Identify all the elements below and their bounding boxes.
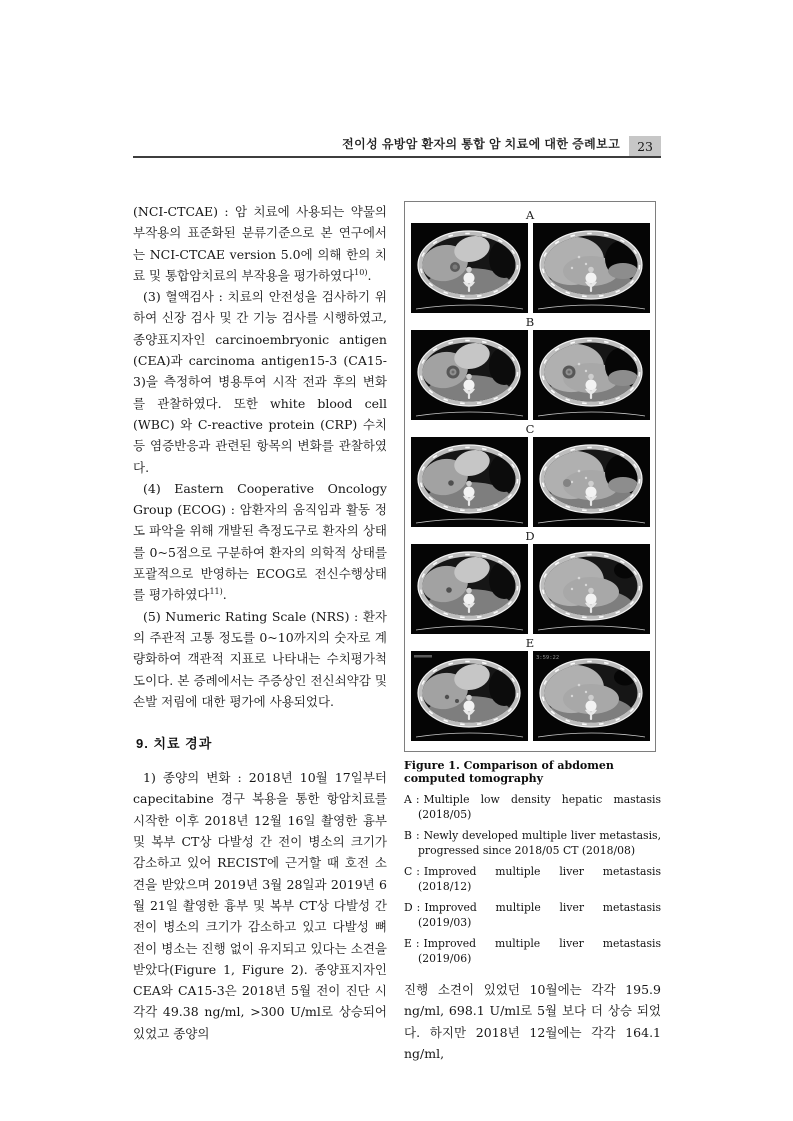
caption-item-e (404, 936, 661, 966)
footnote-ref-11: 11) (209, 587, 223, 597)
ct-image-pair (410, 223, 650, 313)
ct-image-pair (410, 330, 650, 420)
caption-text: Improved multiple liver metastasis (2018/12) (418, 864, 661, 894)
ct-scan-a-left (411, 223, 528, 313)
ct-image-pair (410, 437, 650, 527)
section-heading-treatment-results: 9. 치료 경과 (136, 736, 213, 752)
paragraph-text: (5) Numeric Rating Scale (NRS) : 환자의 주관적 고통 정도를 0~10까지의 숫자로 계량화하여 객관적 지표로 나타내는 수치평가척도이다. 본 증례에서는 주증상인 전신쇠약감 및 손발 저림에 대한 평가에 사용되었다. (133, 608, 387, 709)
ct-scan-e-left (411, 651, 528, 741)
ct-scan-e-right (533, 651, 650, 741)
caption-text: Multiple low density hepatic mastasis (2018/05) (418, 793, 661, 822)
caption-key: B (404, 828, 412, 842)
paragraph-blood-test (133, 286, 387, 478)
figure-1-frame (404, 201, 656, 752)
caption-separator: : (416, 864, 420, 878)
paragraph-text: (3) 혈액검사 : 치료의 안전성을 검사하기 위하여 신장 검사 및 간 기능 검사를 시행하였고, 종양표지자인 carcinoembryonic antigen (CEA)과 carcinoma antigen15-3 (CA15-3)을 측정하여 병용투여 시작 전과 후의 변화를 관찰하였다. 또한 white blood cell (WBC) 와 C-reactive protein (CRP) 수치 등 염증반응과 관련된 항목의 변화를 관찰하였다. (133, 289, 387, 475)
paragraph-text: (NCI-CTCAE) : 암 치료에 사용되는 약물의 부작용의 표준화된 분류기준으로 본 연구에서는 NCI-CTCAE version 5.0에 의해 한의 치료 및 통합암치료의 부작용을 평가하였다 (133, 204, 387, 283)
footnote-ref-10: 10) (354, 267, 368, 277)
caption-key: C (404, 864, 413, 878)
figure-row-c (410, 422, 650, 527)
running-head-title: 전이성 유방암 환자의 통합 암 치료에 대한 증례보고 (342, 137, 621, 151)
figure-row-label: D (525, 529, 535, 543)
caption-item-b (404, 828, 661, 858)
caption-separator: : (415, 793, 420, 806)
ct-scan-c-right (533, 437, 650, 527)
page-header (133, 135, 661, 158)
page-number-badge: 23 (629, 136, 661, 156)
caption-key: E (404, 936, 412, 950)
caption-item-a (404, 792, 661, 822)
svg-text:3:59:22: 3:59:22 (535, 655, 559, 661)
figure-row-d (410, 529, 650, 634)
paragraph-text: 진행 소견이 있었던 10월에는 각각 195.9 ng/ml, 698.1 U/ml로 5월 보다 더 상승 되었다. 하지만 2018년 12월에는 각각 164.1 ng/ml, (404, 982, 661, 1061)
caption-text: Newly developed multiple liver metastasis, progressed since 2018/05 CT (2018/08) (418, 828, 661, 858)
caption-item-c (404, 864, 661, 894)
caption-item-d (404, 900, 661, 930)
paragraph-text: (4) Eastern Cooperative Oncology Group (ECOG) : 암환자의 움직임과 활동 정도 파악을 위해 개발된 측정도구로 환자의 상태를 0~5점으로 구분하여 환자의 의학적 상태를 포괄적으로 반영하는 ECOG로 전신수행상태를 평가하였다 (133, 480, 387, 603)
figure-row-label: C (525, 422, 535, 436)
caption-separator: : (416, 900, 421, 914)
right-figure-column (404, 201, 661, 1064)
paragraph-text: . (222, 587, 227, 603)
ct-scan-d-left (411, 544, 528, 634)
figure-caption-title: Figure 1. Comparison of abdomen computed tomography (404, 759, 614, 785)
ct-scan-a-right (533, 223, 650, 313)
caption-text: Improved multiple liver metastasis (2019/06) (418, 936, 661, 965)
caption-key: D (404, 900, 413, 914)
paragraph-text: 1) 종양의 변화 : 2018년 10월 17일부터 capecitabine 경구 복용을 통한 항암치료를 시작한 이후 2018년 12월 16일 촬영한 흉부 및 복부 CT상 다발성 간 전이 병소의 크기가 감소하고 있어 RECIST에 근거할 때 호전 소견을 받았으며 2019년 3월 28일과 2019년 6월 21일 촬영한 흉부 및 복부 CT상 다발성 간 전이 병소의 크기가 감소하고 있고 다발성 뼈 전이 병소는 진행 없이 유지되고 있다는 소견을 받았다(Figure 1, Figure 2). 종양표지자인 CEA와 CA15-3은 2018년 5월 전이 진단 시 각각 49.38 ng/ml, >300 U/ml로 상승되어 있었고 종양의 (133, 770, 387, 1041)
caption-text: Improved multiple liver metastasis (2019/03) (418, 900, 661, 929)
figure-row-e (410, 636, 650, 741)
paragraph-text: . (367, 267, 372, 283)
paragraph-tumor-markers-continued (404, 979, 661, 1064)
figure-row-label: A (525, 208, 535, 222)
caption-key: A (404, 793, 412, 806)
figure-row-a (410, 208, 650, 313)
figure-1-caption (404, 759, 661, 966)
paragraph-nci-ctcae (133, 201, 387, 286)
figure-rows (410, 208, 650, 741)
caption-separator: : (415, 936, 420, 950)
figure-row-label: E (525, 636, 535, 650)
ct-scan-b-right (533, 330, 650, 420)
ct-scan-b-left (411, 330, 528, 420)
figure-row-b (410, 315, 650, 420)
paragraph-ecog (133, 478, 387, 606)
caption-separator: : (415, 828, 420, 842)
ct-image-pair (410, 651, 650, 741)
left-text-column (133, 201, 387, 1044)
paragraph-tumor-change (133, 767, 387, 1044)
ct-image-pair (410, 544, 650, 634)
figure-row-label: B (525, 315, 535, 329)
ct-scan-c-left (411, 437, 528, 527)
paragraph-nrs (133, 606, 387, 712)
ct-scan-d-right (533, 544, 650, 634)
